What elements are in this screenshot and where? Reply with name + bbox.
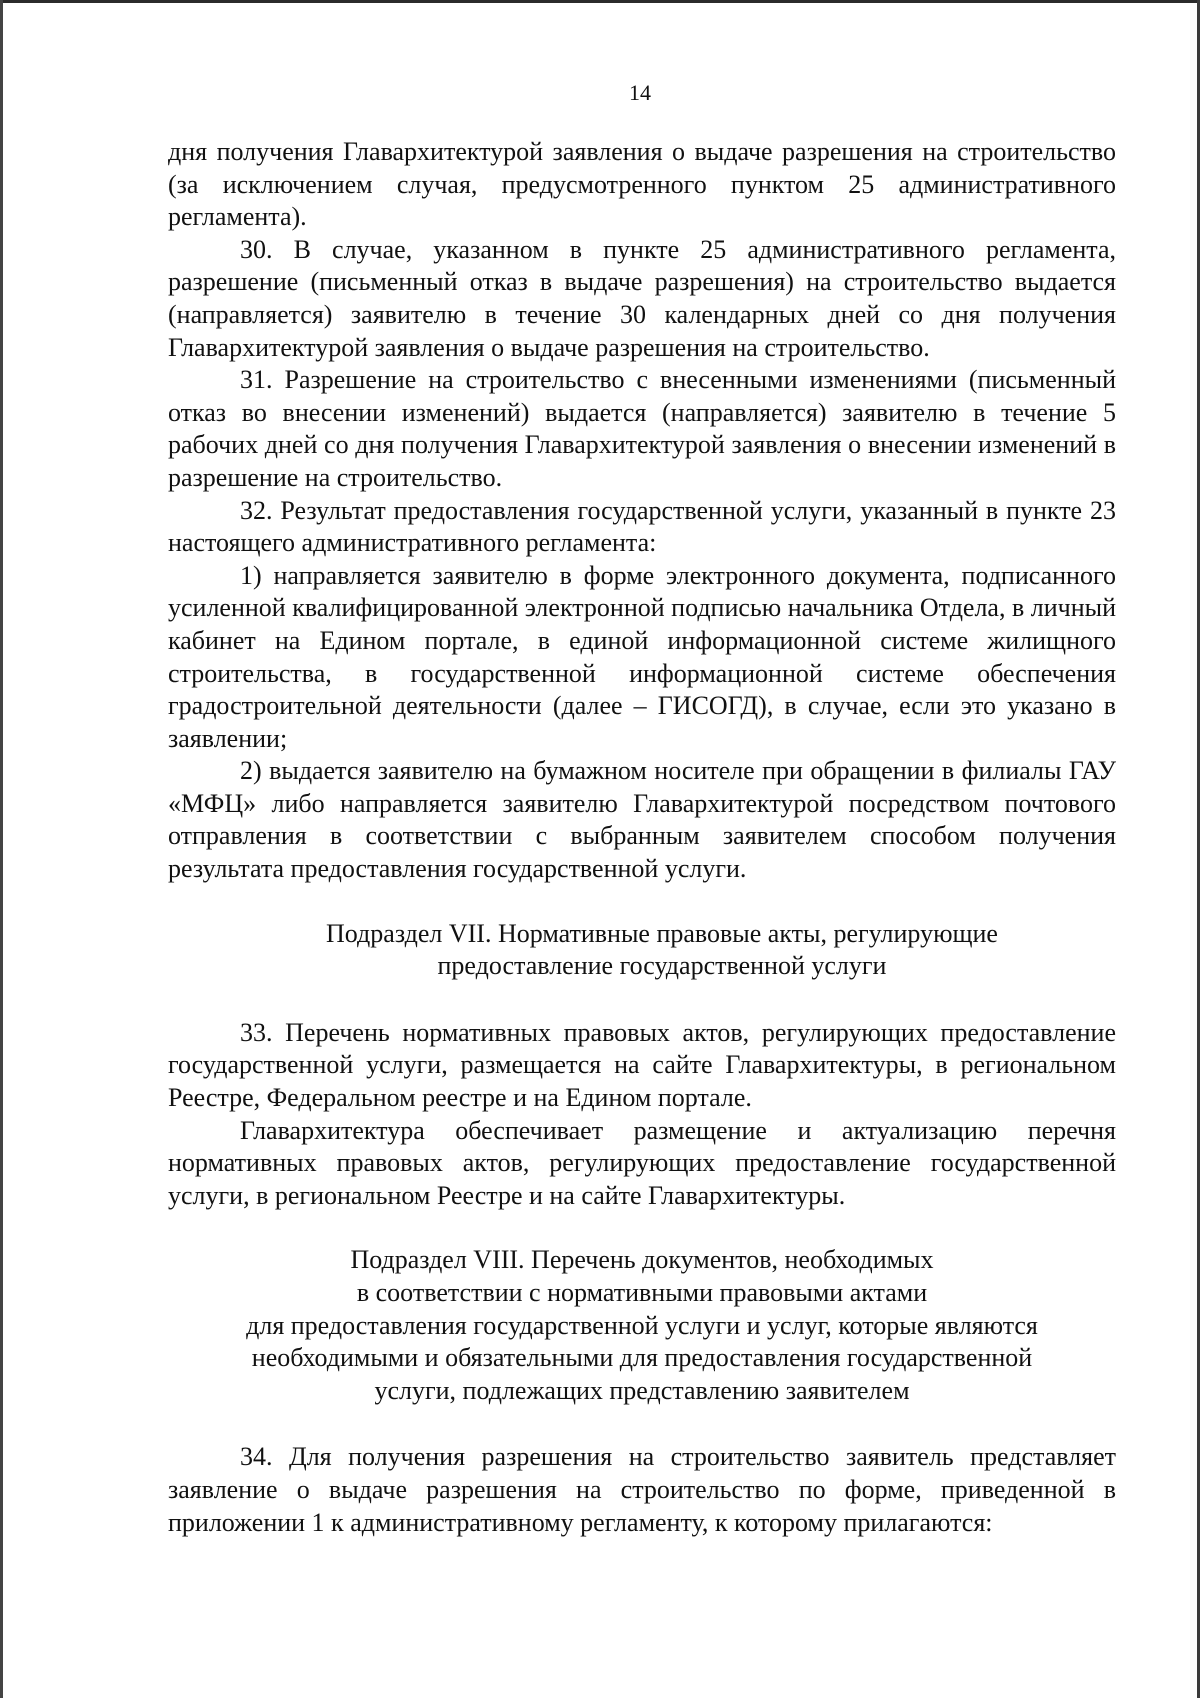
paragraph-32: 32. Результат предоставления государственной услуги, указанный в пункте 23 настоящего административного регламента: <box>168 495 1116 558</box>
heading-line: Подраздел VIII. Перечень документов, необходимых <box>350 1245 934 1275</box>
scan-edge-top <box>0 0 1200 3</box>
section-heading-vii <box>168 918 1116 983</box>
paragraph-33-continued: Главархитектура обеспечивает размещение и актуализацию перечня нормативных правовых актов, регулирующих предоставление государственной услуги, в региональном Реестре и на сайте Главархитектуры. <box>168 1115 1116 1210</box>
page-number: 14 <box>629 80 651 105</box>
paragraph-33: 33. Перечень нормативных правовых актов, регулирующих предоставление государственной услуги, размещается на сайте Главархитектуры, в региональном Реестре, Федеральном реестре и на Едином портале. <box>168 1017 1116 1113</box>
paragraph-30: 30. В случае, указанном в пункте 25 административного регламента, разрешение (письменный отказ в выдаче разрешения) на строительство выдается (направляется) заявителю в течение 30 календарных дней со дня получения Главархитектурой заявления о выдаче разрешения на строительство. <box>168 234 1116 362</box>
document-body <box>168 136 1116 1539</box>
paragraph-32-item-2: 2) выдается заявителю на бумажном носителе при обращении в филиалы ГАУ «МФЦ» либо направляется заявителю Главархитектурой посредством почтового отправления в соответствии с выбранным заявителем способом получения результата предоставления государственной услуги. <box>168 756 1116 884</box>
heading-line: необходимыми и обязательными для предоставления государственной <box>251 1343 1033 1373</box>
scan-edge-left <box>0 0 3 1698</box>
paragraph-31: 31. Разрешение на строительство с внесенными изменениями (письменный отказ во внесении изменений) выдается (направляется) заявителю в течение 5 рабочих дней со дня получения Главархитектурой заявления о внесении изменений в разрешение на строительство. <box>168 365 1116 492</box>
heading-line: предоставление государственной услуги <box>437 951 887 981</box>
heading-line: для предоставления государственной услуги и услуг, которые являются <box>246 1310 1038 1340</box>
heading-line: в соответствии с нормативными правовыми актами <box>356 1278 928 1307</box>
heading-line: Подраздел VII. Нормативные правовые акты, регулирующие <box>326 918 998 948</box>
section-heading-viii <box>168 1244 1116 1407</box>
paragraph-continuation: дня получения Главархитектурой заявления о выдаче разрешения на строительство (за исключением случая, предусмотренного пунктом 25 административного регламента). <box>168 137 1116 232</box>
paragraph-34: 34. Для получения разрешения на строительство заявитель представляет заявление о выдаче разрешения на строительство по форме, приведенной в приложении 1 к административному регламенту, к которому прилагаются: <box>168 1442 1116 1537</box>
paragraph-32-item-1: 1) направляется заявителю в форме электронного документа, подписанного усиленной квалифицированной электронной подписью начальника Отдела, в личный кабинет на Едином портале, в единой информационной системе жилищного строительства, в государственной информационной системе обеспечения градостроительной деятельности (далее – ГИСОГД), в случае, если это указано в заявлении; <box>168 560 1117 753</box>
heading-line: услуги, подлежащих представлению заявителем <box>374 1375 910 1405</box>
